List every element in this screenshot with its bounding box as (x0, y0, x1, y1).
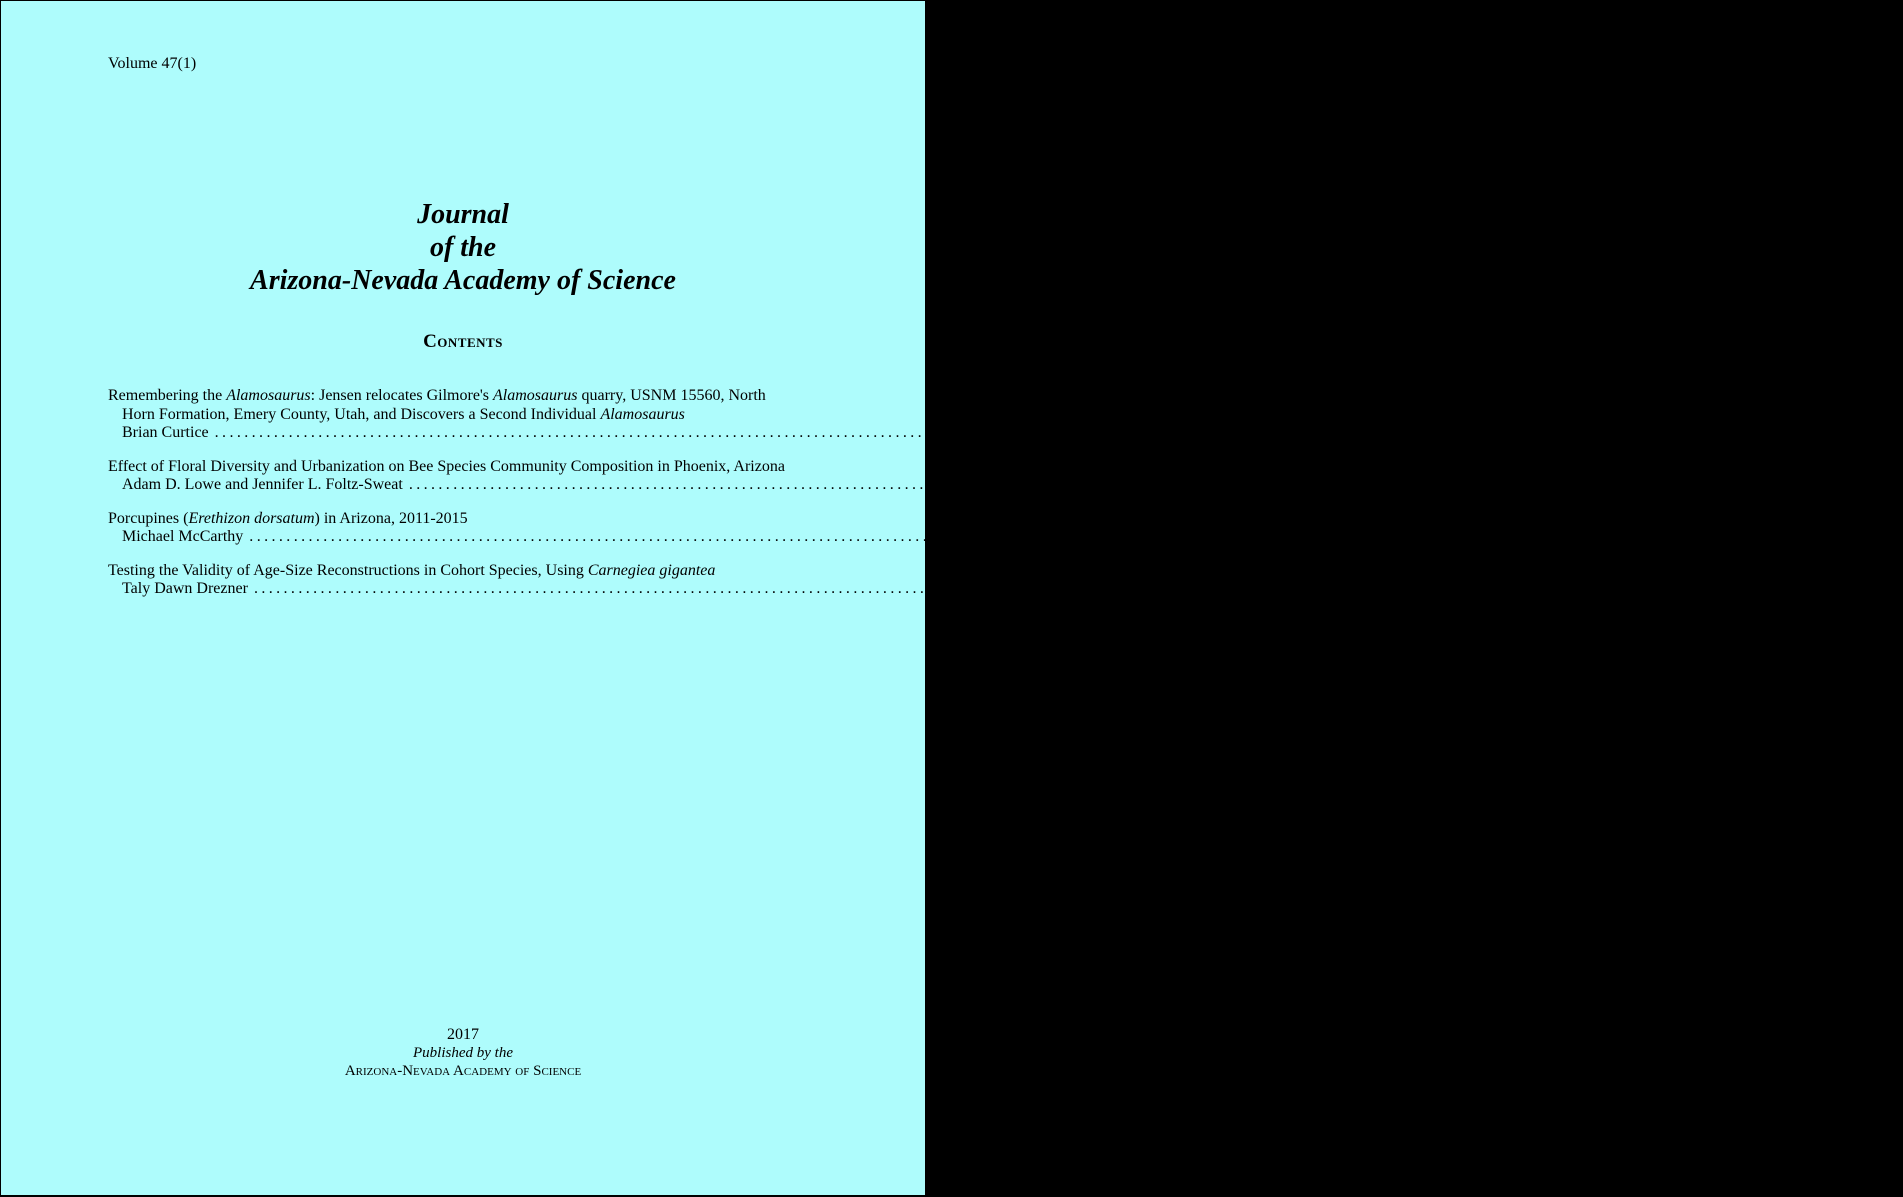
toc-title-fragment: Porcupines ( (108, 509, 189, 527)
toc-dot-leader: ........................................................................................................................................................................................................ (249, 528, 1730, 545)
journal-title (1, 198, 925, 297)
toc-title-fragment: Remembering the (108, 387, 227, 404)
table-of-contents (108, 387, 1903, 614)
contents-heading: Contents (423, 331, 503, 352)
journal-title-line-2: of the (429, 232, 497, 263)
publisher-name: Arizona-Nevada Academy of Science (344, 1063, 582, 1079)
toc-title-fragment: Alamosaurus (493, 387, 578, 404)
toc-entry[interactable] (108, 387, 1709, 443)
toc-entry-author: Adam D. Lowe and Jennifer L. Foltz-Sweat (122, 476, 403, 493)
toc-author-line (108, 528, 1752, 547)
toc-dot-leader: ........................................................................................................................................................................................................ (408, 476, 1889, 493)
toc-entry[interactable] (108, 561, 1756, 599)
toc-title-fragment: Effect of Floral Diversity and Urbanization on Bee Species Community Composition in Phoenix, Arizona (108, 457, 785, 475)
footer (1, 1026, 925, 1080)
toc-author-line (108, 424, 1709, 443)
toc-entry[interactable] (108, 509, 1752, 547)
toc-title-fragment: Erethizon dorsatum (188, 509, 315, 527)
toc-entry-title (108, 562, 818, 581)
toc-entry-title-continuation (108, 406, 818, 425)
toc-dot-leader: ........................................................................................................................................................................................................ (214, 424, 1695, 441)
toc-title-fragment: ) in Arizona, 2011-2015 (314, 509, 468, 527)
published-by-label: Published by the (413, 1045, 513, 1061)
toc-entry[interactable] (108, 457, 1903, 495)
toc-title-fragment: Testing the Validity of Age-Size Reconstructions in Cohort Species, Using (108, 561, 588, 579)
toc-title-fragment: Horn Formation, Emery County, Utah, and Discovers a Second Individual (122, 405, 601, 423)
toc-dot-leader: ........................................................................................................................................................................................................ (253, 580, 1734, 597)
toc-author-line (108, 580, 1756, 599)
toc-title-fragment: Alamosaurus (226, 387, 311, 404)
toc-entry-title (108, 387, 818, 424)
toc-author-line (108, 476, 1903, 495)
toc-entry-page-number: 23 (1739, 580, 1756, 597)
toc-entry-title (108, 510, 818, 529)
journal-title-line-1: Journal (417, 199, 509, 230)
volume-label: Volume 47(1) (108, 55, 197, 72)
toc-entry-page-number: 19 (1735, 528, 1752, 545)
toc-entry-title (108, 458, 818, 477)
toc-entry-page-number: 6 (1894, 476, 1903, 493)
toc-title-fragment: : Jensen relocates Gilmore's (310, 387, 494, 404)
toc-title-fragment: Alamosaurus (600, 405, 685, 423)
toc-entry-author: Taly Dawn Drezner (122, 580, 248, 597)
toc-entry-author: Brian Curtice (122, 424, 209, 441)
toc-title-fragment: Carnegiea gigantea (587, 561, 716, 579)
journal-cover-page (1, 1, 1903, 1195)
toc-title-fragment: quarry, USNM 15560, North (577, 387, 766, 404)
journal-title-line-3: Arizona-Nevada Academy of Science (250, 265, 676, 296)
toc-entry-author: Michael McCarthy (122, 528, 244, 545)
toc-entry-page-number: 1 (1700, 424, 1709, 441)
publication-year: 2017 (447, 1026, 479, 1043)
